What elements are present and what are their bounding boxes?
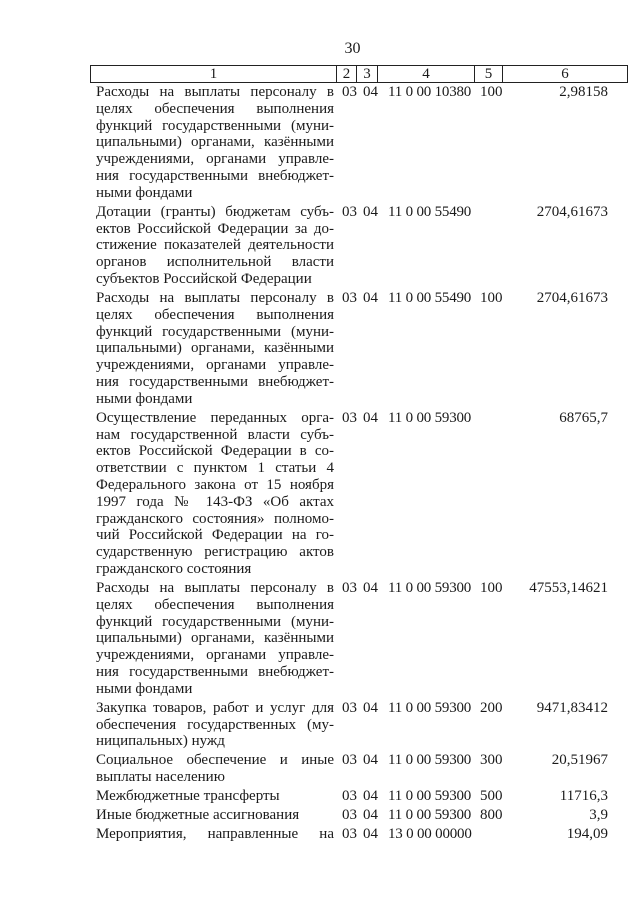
header-col-6: 6	[502, 66, 627, 82]
description-line: ными фондами	[96, 184, 193, 201]
subsection-code: 04	[363, 752, 378, 769]
description-line: гражданского состояния» полномо-	[96, 510, 334, 527]
header-col-3: 3	[356, 66, 377, 82]
target-article-code: 11 0 00 10380	[388, 84, 472, 100]
section-code: 03	[342, 580, 357, 596]
expense-type-code: 500	[480, 788, 503, 805]
header-col-2: 2	[336, 66, 356, 82]
target-article-code: 11 0 00 59300	[388, 409, 472, 426]
header-col-1: 1	[209, 66, 218, 82]
target-article-code: 11 0 00 59300	[388, 752, 472, 769]
description-line: Мероприятия, направленные на	[96, 826, 334, 843]
expense-type-code: 100	[480, 84, 503, 100]
expense-type-code: 100	[480, 290, 503, 306]
amount-value: 47553,14621	[529, 580, 608, 596]
row-description	[96, 410, 334, 578]
description-line: ными фондами	[96, 680, 193, 697]
page-number: 30	[344, 40, 361, 57]
description-line: ния государственными внебюджет-	[96, 663, 334, 680]
description-line: ными фондами	[96, 390, 193, 407]
subsection-code: 04	[363, 788, 378, 805]
table-header	[90, 65, 628, 83]
description-line: Федерального закона от 15 ноября	[96, 476, 334, 493]
description-line: целях обеспечения выполнения	[96, 596, 334, 613]
subsection-code: 04	[363, 699, 378, 716]
amount-value: 2704,61673	[536, 203, 608, 220]
description-line: Закупка товаров, работ и услуг для	[96, 699, 334, 716]
description-line: обеспечения государственных (му-	[96, 716, 334, 733]
description-line: целях обеспечения выполнения	[96, 100, 334, 117]
target-article-code: 11 0 00 55490	[388, 290, 472, 306]
header-col-5: 5	[474, 66, 502, 82]
section-code: 03	[342, 752, 357, 769]
description-line: функций государственными (муни-	[96, 117, 334, 134]
amount-value: 20,51967	[551, 752, 608, 769]
section-code: 03	[342, 788, 357, 805]
description-line: учреждениями, органами управле-	[96, 647, 334, 664]
subsection-code: 04	[363, 826, 378, 843]
row-description	[96, 826, 334, 843]
expense-type-code: 800	[480, 807, 503, 824]
description-line: Расходы на выплаты персоналу в	[96, 580, 334, 596]
description-line: органов исполнительной власти	[96, 254, 334, 271]
description-line: ниципальных) нужд	[96, 733, 225, 750]
target-article-code: 11 0 00 59300	[388, 699, 472, 716]
section-code: 03	[342, 826, 357, 843]
description-line: ектов Российской Федерации за до-	[96, 220, 334, 237]
description-line: сударственную регистрацию актов	[96, 544, 334, 561]
target-article-code: 11 0 00 59300	[388, 788, 472, 805]
description-line: Межбюджетные трансферты	[96, 788, 280, 805]
description-line: стижение показателей деятельности	[96, 237, 334, 254]
description-line: гражданского состояния	[96, 560, 252, 577]
row-description	[96, 807, 334, 824]
description-line: Расходы на выплаты персоналу в	[96, 290, 334, 306]
subsection-code: 04	[363, 409, 378, 426]
section-code: 03	[342, 290, 357, 306]
expense-type-code: 300	[480, 752, 503, 769]
description-line: Дотации (гранты) бюджетам субъ-	[96, 203, 334, 220]
description-line: ципальными) органами, казёнными	[96, 134, 334, 151]
row-description	[96, 84, 334, 202]
subsection-code: 04	[363, 580, 378, 596]
description-line: функций государственными (муни-	[96, 613, 334, 630]
section-code: 03	[342, 807, 357, 824]
row-description	[96, 788, 334, 805]
subsection-code: 04	[363, 203, 378, 220]
row-description	[96, 752, 334, 786]
description-line: целях обеспечения выполнения	[96, 306, 334, 323]
description-line: нам государственной власти субъ-	[96, 426, 334, 443]
description-line: Расходы на выплаты персоналу в	[96, 84, 334, 100]
section-code: 03	[342, 409, 357, 426]
section-code: 03	[342, 84, 357, 100]
description-line: Осуществление переданных орга-	[96, 409, 334, 426]
amount-value: 2704,61673	[536, 290, 608, 306]
section-code: 03	[342, 699, 357, 716]
row-description	[96, 700, 334, 750]
expense-type-code: 100	[480, 580, 503, 596]
row-description	[96, 204, 334, 288]
description-line: ципальными) органами, казёнными	[96, 340, 334, 357]
amount-value: 3,9	[589, 807, 608, 824]
row-description	[96, 580, 334, 698]
description-line: Иные бюджетные ассигнования	[96, 807, 300, 824]
description-line: выплаты населению	[96, 769, 225, 786]
description-line: ния государственными внебюджет-	[96, 373, 334, 390]
description-line: Социальное обеспечение и иные	[96, 752, 334, 769]
amount-value: 2,98158	[559, 84, 608, 100]
description-line: функций государственными (муни-	[96, 323, 334, 340]
row-description	[96, 290, 334, 408]
subsection-code: 04	[363, 290, 378, 306]
section-code: 03	[342, 203, 357, 220]
description-line: ектов Российской Федерации в со-	[96, 443, 334, 460]
description-line: 1997 года № 143-ФЗ «Об актах	[96, 493, 334, 510]
amount-value: 9471,83412	[536, 699, 608, 716]
amount-value: 11716,3	[559, 788, 608, 805]
description-line: учреждениями, органами управле-	[96, 357, 334, 374]
amount-value: 194,09	[566, 826, 608, 843]
target-article-code: 11 0 00 59300	[388, 807, 472, 824]
header-col-4: 4	[377, 66, 474, 82]
description-line: ответствии с пунктом 1 статьи 4	[96, 460, 334, 477]
target-article-code: 11 0 00 59300	[388, 580, 472, 596]
expense-type-code: 200	[480, 699, 503, 716]
description-line: учреждениями, органами управле-	[96, 151, 334, 168]
subsection-code: 04	[363, 807, 378, 824]
target-article-code: 13 0 00 00000	[388, 826, 472, 843]
target-article-code: 11 0 00 55490	[388, 203, 472, 220]
description-line: ния государственными внебюджет-	[96, 167, 334, 184]
description-line: чий Российской Федерации на го-	[96, 527, 334, 544]
subsection-code: 04	[363, 84, 378, 100]
amount-value: 68765,7	[559, 409, 608, 426]
description-line: субъектов Российской Федерации	[96, 270, 312, 287]
description-line: ципальными) органами, казёнными	[96, 630, 334, 647]
